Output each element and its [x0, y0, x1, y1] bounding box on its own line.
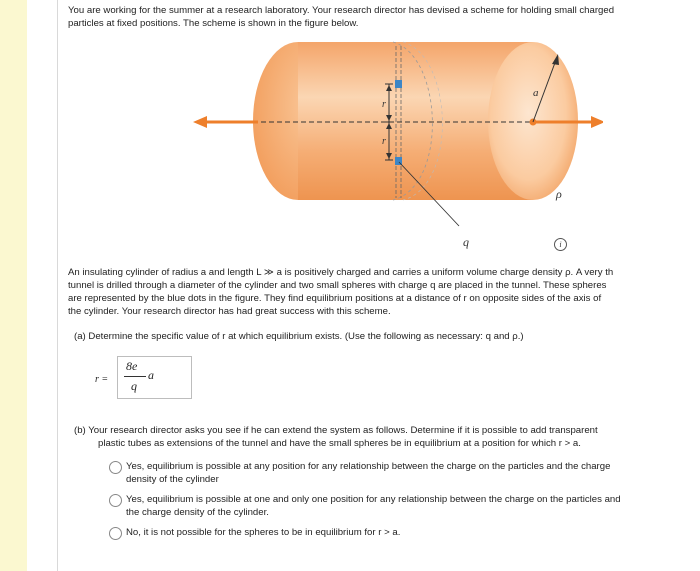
description-line-3: are represented by the blue dots in the figure. They find equilibrium positions at a distance of r on opposite sides of the axis of	[68, 293, 602, 304]
axis-left-arrow-icon	[193, 116, 207, 128]
description-line-2: tunnel is drilled through a diameter of the cylinder and two small spheres with charge q are placed in the tunnel. These spheres	[68, 280, 607, 291]
axis-right-arrow-icon	[591, 116, 603, 128]
r-equals-label: r =	[95, 374, 109, 385]
option-3-radio[interactable]	[109, 527, 122, 540]
answer-numerator: 8e	[126, 359, 138, 373]
fraction-bar	[124, 376, 146, 377]
intro-line-1: You are working for the summer at a research laboratory. Your research director has devised a scheme for holding small charged	[68, 5, 615, 16]
intro-line-2: particles at fixed positions. The scheme is shown in the figure below.	[68, 18, 359, 29]
info-icon[interactable]: i	[554, 238, 567, 251]
description-paragraph	[68, 266, 613, 318]
option-2-line-2: the charge density of the cylinder.	[126, 507, 269, 518]
part-b-question-line-1: (b) Your research director asks you see if he can extend the system as follows. Determine if it is possible to add transparent	[74, 425, 598, 436]
label-r-bottom: r	[382, 136, 386, 147]
label-rho: ρ	[556, 187, 562, 201]
part-a-question: (a) Determine the specific value of r at which equilibrium exists. (Use the following as necessary: q and ρ.)	[74, 331, 524, 342]
option-1-radio[interactable]	[109, 461, 122, 474]
left-margin-stripe	[0, 0, 27, 571]
description-line-1: An insulating cylinder of radius a and length L ≫ a is positively charged and carries a uniform volume charge density ρ. A very th	[68, 267, 614, 278]
intro-paragraph	[68, 4, 614, 30]
description-line-4: the cylinder. Your research director has had great success with this scheme.	[68, 306, 391, 317]
option-2-line-1: Yes, equilibrium is possible at one and only one position for any relationship between the charge on the particles and	[126, 494, 621, 505]
option-3-line-1: No, it is not possible for the spheres to be in equilibrium for r > a.	[126, 527, 401, 538]
option-1-line-2: density of the cylinder	[126, 474, 219, 485]
option-1-line-1: Yes, equilibrium is possible at any position for any relationship between the charge on the particles and the charge	[126, 461, 611, 472]
label-r-top: r	[382, 99, 386, 110]
part-b-question-line-2: plastic tubes as extensions of the tunnel and have the small spheres be in equilibrium at a position for which r > a.	[98, 438, 581, 449]
label-a: a	[533, 87, 539, 99]
answer-suffix: a	[148, 368, 154, 382]
answer-denominator: q	[131, 379, 137, 393]
sphere-top	[395, 80, 402, 88]
option-2-radio[interactable]	[109, 494, 122, 507]
cylinder-figure	[123, 36, 603, 251]
label-q: q	[463, 235, 469, 249]
left-margin-rule	[57, 0, 58, 571]
